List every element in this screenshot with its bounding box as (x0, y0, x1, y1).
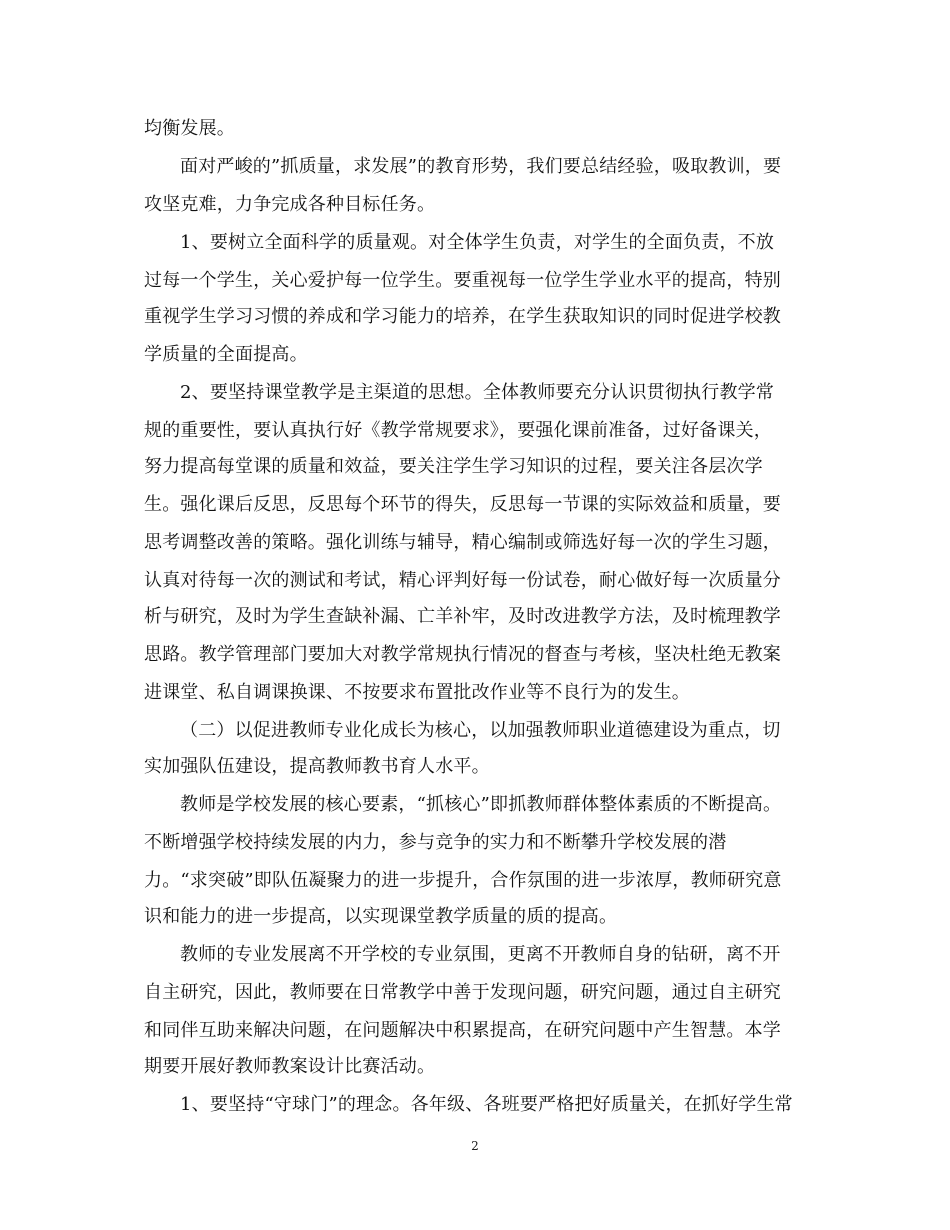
text-line: 力。“求突破”即队伍凝聚力的进一步提升，合作氛围的进一步浓厚，教师研究意 (144, 870, 782, 891)
section-heading-line: 实加强队伍建设，提高教师教书育人水平。 (144, 756, 490, 777)
text-line: 均衡发展。 (144, 118, 235, 139)
text-line: 面对严峻的”抓质量，求发展”的教育形势，我们要总结经验，吸取教训，要 (180, 156, 782, 177)
text-line: 1、要树立全面科学的质量观。对全体学生负责，对学生的全面负责，不放 (180, 232, 775, 253)
text-line: 教师的专业发展离不开学校的专业氛围，更离不开教师自身的钻研，离不开 (180, 944, 781, 965)
text-line: 认真对待每一次的测试和考试，精心评判好每一份试卷，耐心做好每一次质量分 (144, 570, 781, 591)
text-line: 和同伴互助来解决问题，在问题解决中积累提高，在研究问题中产生智慧。本学 (144, 1020, 781, 1041)
text-line: 教师是学校发展的核心要素，“抓核心”即抓教师群体整体素质的不断提高。 (180, 794, 782, 815)
text-line: 期要开展好教师教案设计比赛活动。 (144, 1056, 436, 1077)
text-line: 生。强化课后反思，反思每个环节的得失，反思每一节课的实际效益和质量，要 (144, 494, 781, 515)
section-heading-line: （二）以促进教师专业化成长为核心，以加强教师职业道德建设为重点，切 (180, 720, 781, 741)
text-line: 规的重要性，要认真执行好《教学常规要求》，要强化课前准备，过好备课关， (144, 420, 772, 441)
page-number: 2 (471, 1139, 479, 1153)
text-line: 攻坚克难，力争完成各种目标任务。 (144, 194, 436, 215)
text-line: 1、要坚持“守球门”的理念。各年级、各班要严格把好质量关，在抓好学生常 (180, 1094, 793, 1115)
text-line: 进课堂、私自调课换课、不按要求布置批改作业等不良行为的发生。 (144, 682, 690, 703)
text-line: 识和能力的进一步提高，以实现课堂教学质量的质的提高。 (144, 906, 618, 927)
text-line: 努力提高每堂课的质量和效益，要关注学生学习知识的过程，要关注各层次学 (144, 456, 763, 477)
text-line: 过每一个学生，关心爱护每一位学生。要重视每一位学生学业水平的提高，特别 (144, 270, 781, 291)
text-line: 2、要坚持课堂教学是主渠道的思想。全体教师要充分认识贯彻执行教学常 (180, 382, 775, 403)
text-line: 自主研究，因此，教师要在日常教学中善于发现问题，研究问题，通过自主研究 (144, 982, 781, 1003)
text-line: 不断增强学校持续发展的内力，参与竞争的实力和不断攀升学校发展的潜 (144, 832, 727, 853)
text-line: 思考调整改善的策略。强化训练与辅导，精心编制或筛选好每一次的学生习题， (144, 532, 781, 553)
text-line: 重视学生学习习惯的养成和学习能力的培养，在学生获取知识的同时促进学校教 (144, 306, 781, 327)
text-line: 学质量的全面提高。 (144, 344, 308, 365)
text-line: 思路。教学管理部门要加大对教学常规执行情况的督查与考核，坚决杜绝无教案 (144, 644, 781, 665)
text-line: 析与研究，及时为学生查缺补漏、亡羊补牢，及时改进教学方法，及时梳理教学 (144, 606, 781, 627)
